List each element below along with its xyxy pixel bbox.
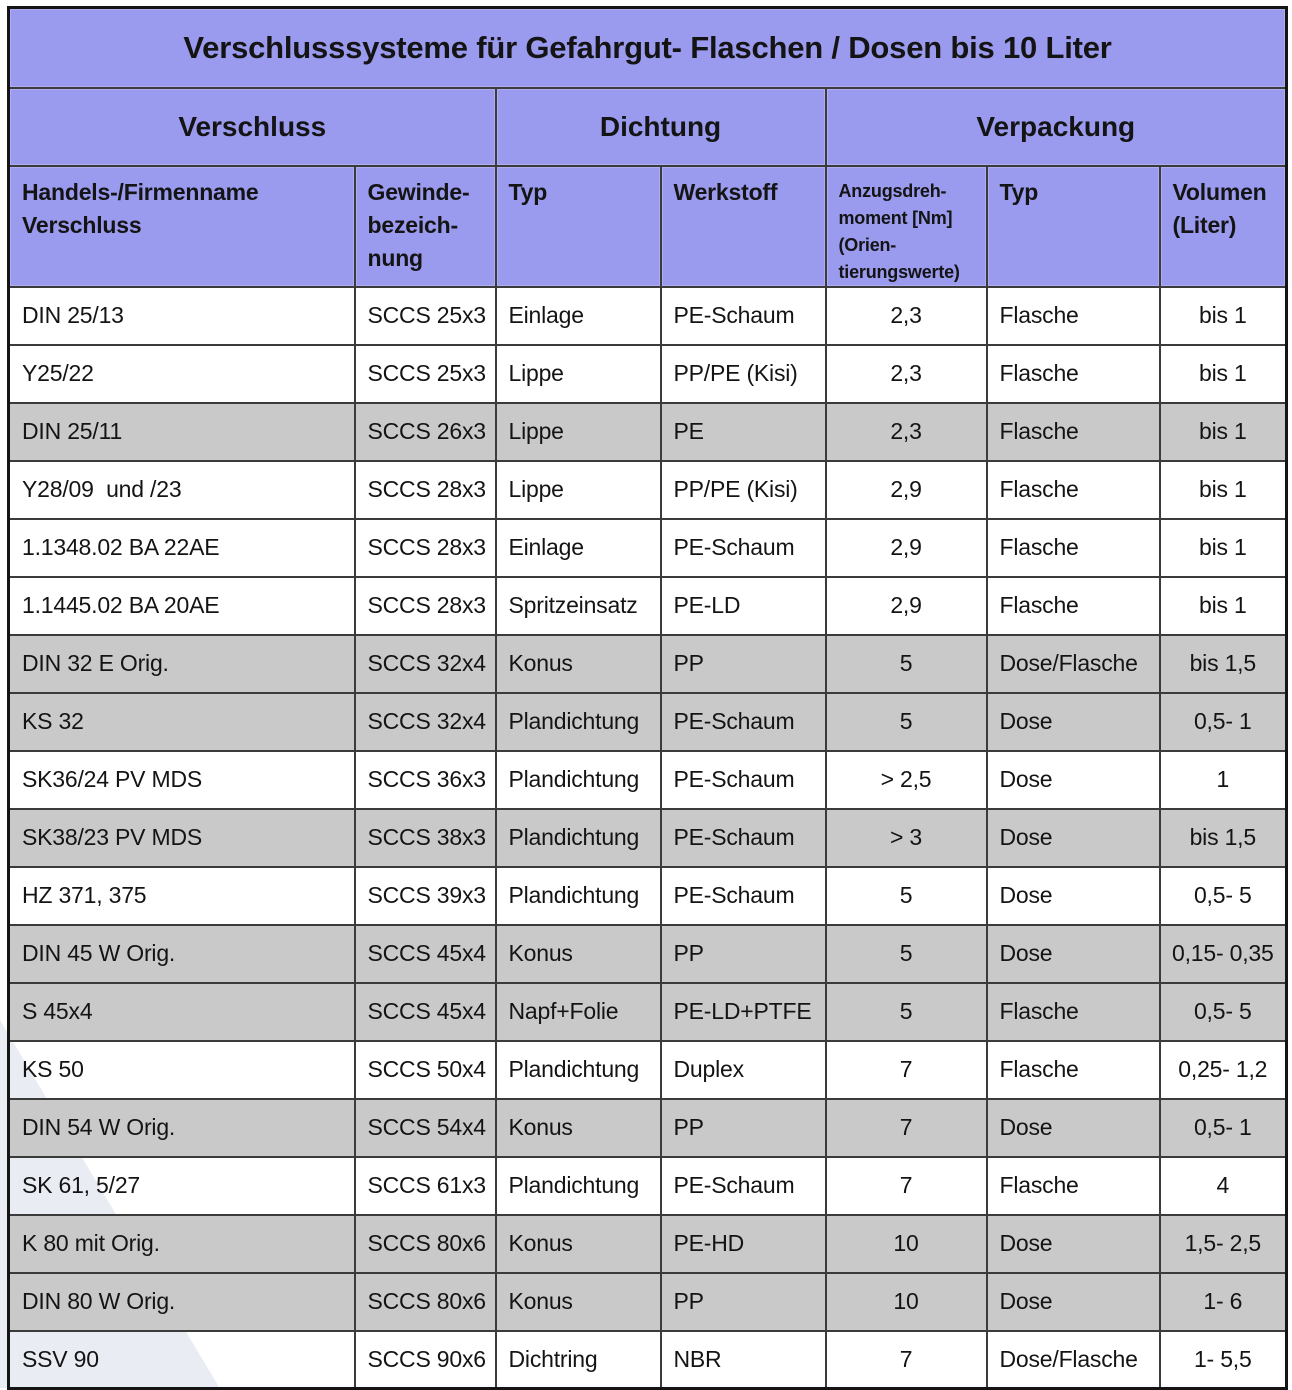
cell-volumen: bis 1	[1160, 345, 1287, 403]
cell-dichtung-typ: Konus	[496, 635, 661, 693]
cell-volumen: bis 1,5	[1160, 809, 1287, 867]
cell-handelsname: 1.1445.02 BA 20AE	[9, 577, 355, 635]
table-row	[9, 403, 1287, 461]
cell-anzugsdrehmoment: > 3	[826, 809, 987, 867]
closure-systems-table	[7, 6, 1288, 1390]
group-header-verschluss: Verschluss	[9, 88, 496, 166]
cell-dichtung-typ: Plandichtung	[496, 751, 661, 809]
cell-handelsname: HZ 371, 375	[9, 867, 355, 925]
table-row	[9, 751, 1287, 809]
cell-gewinde: SCCS 25x3	[355, 345, 496, 403]
table-row	[9, 809, 1287, 867]
table-row	[9, 867, 1287, 925]
cell-volumen: 1- 5,5	[1160, 1331, 1287, 1389]
cell-verpackung-typ: Dose	[987, 1215, 1160, 1273]
column-header-dichtung-typ: Typ	[496, 166, 661, 287]
cell-dichtung-typ: Spritzeinsatz	[496, 577, 661, 635]
cell-anzugsdrehmoment: 10	[826, 1273, 987, 1331]
cell-gewinde: SCCS 38x3	[355, 809, 496, 867]
cell-handelsname: DIN 32 E Orig.	[9, 635, 355, 693]
title-row	[9, 8, 1287, 88]
cell-verpackung-typ: Flasche	[987, 287, 1160, 345]
cell-anzugsdrehmoment: 5	[826, 693, 987, 751]
cell-volumen: bis 1	[1160, 403, 1287, 461]
cell-volumen: bis 1	[1160, 287, 1287, 345]
cell-verpackung-typ: Dose	[987, 867, 1160, 925]
cell-verpackung-typ: Flasche	[987, 577, 1160, 635]
column-header-werkstoff: Werkstoff	[661, 166, 826, 287]
cell-gewinde: SCCS 25x3	[355, 287, 496, 345]
cell-werkstoff: PP/PE (Kisi)	[661, 461, 826, 519]
cell-gewinde: SCCS 80x6	[355, 1273, 496, 1331]
cell-handelsname: DIN 25/11	[9, 403, 355, 461]
cell-volumen: 4	[1160, 1157, 1287, 1215]
cell-dichtung-typ: Konus	[496, 1273, 661, 1331]
cell-werkstoff: PE-HD	[661, 1215, 826, 1273]
group-header-dichtung: Dichtung	[496, 88, 826, 166]
cell-anzugsdrehmoment: 5	[826, 867, 987, 925]
cell-handelsname: SK38/23 PV MDS	[9, 809, 355, 867]
page-title: Verschlusssysteme für Gefahrgut- Flaschen / Dosen bis 10 Liter	[9, 8, 1287, 88]
table-body	[9, 287, 1287, 1389]
table-row	[9, 461, 1287, 519]
group-header-row	[9, 88, 1287, 166]
column-header-handelsname: Handels-/Firmenname Verschluss	[9, 166, 355, 287]
cell-anzugsdrehmoment: 2,3	[826, 345, 987, 403]
cell-volumen: 0,25- 1,2	[1160, 1041, 1287, 1099]
cell-dichtung-typ: Einlage	[496, 519, 661, 577]
cell-werkstoff: PP	[661, 635, 826, 693]
cell-gewinde: SCCS 90x6	[355, 1331, 496, 1389]
cell-werkstoff: PP	[661, 925, 826, 983]
cell-werkstoff: Duplex	[661, 1041, 826, 1099]
cell-verpackung-typ: Dose	[987, 809, 1160, 867]
cell-anzugsdrehmoment: 10	[826, 1215, 987, 1273]
cell-handelsname: K 80 mit Orig.	[9, 1215, 355, 1273]
cell-anzugsdrehmoment: 5	[826, 925, 987, 983]
column-header-row	[9, 166, 1287, 287]
column-header-anzugsdrehmoment: Anzugsdreh- moment [Nm] (Orien- tierungswerte)	[826, 166, 987, 287]
cell-verpackung-typ: Dose	[987, 1273, 1160, 1331]
cell-dichtung-typ: Dichtring	[496, 1331, 661, 1389]
cell-anzugsdrehmoment: 7	[826, 1041, 987, 1099]
cell-dichtung-typ: Plandichtung	[496, 867, 661, 925]
table-row	[9, 1157, 1287, 1215]
cell-anzugsdrehmoment: 5	[826, 983, 987, 1041]
table-row	[9, 1331, 1287, 1389]
cell-verpackung-typ: Dose/Flasche	[987, 635, 1160, 693]
cell-handelsname: SSV 90	[9, 1331, 355, 1389]
cell-volumen: 1- 6	[1160, 1273, 1287, 1331]
cell-anzugsdrehmoment: > 2,5	[826, 751, 987, 809]
cell-werkstoff: PE-LD+PTFE	[661, 983, 826, 1041]
cell-verpackung-typ: Dose	[987, 751, 1160, 809]
cell-anzugsdrehmoment: 7	[826, 1331, 987, 1389]
table-row	[9, 693, 1287, 751]
table-row	[9, 983, 1287, 1041]
cell-anzugsdrehmoment: 2,9	[826, 577, 987, 635]
cell-handelsname: 1.1348.02 BA 22AE	[9, 519, 355, 577]
cell-verpackung-typ: Flasche	[987, 1157, 1160, 1215]
cell-dichtung-typ: Konus	[496, 925, 661, 983]
cell-gewinde: SCCS 26x3	[355, 403, 496, 461]
column-header-verpackung-typ: Typ	[987, 166, 1160, 287]
cell-verpackung-typ: Flasche	[987, 461, 1160, 519]
cell-anzugsdrehmoment: 2,9	[826, 461, 987, 519]
cell-dichtung-typ: Konus	[496, 1099, 661, 1157]
cell-gewinde: SCCS 28x3	[355, 519, 496, 577]
cell-volumen: bis 1	[1160, 461, 1287, 519]
cell-verpackung-typ: Dose	[987, 1099, 1160, 1157]
cell-gewinde: SCCS 80x6	[355, 1215, 496, 1273]
cell-volumen: 1	[1160, 751, 1287, 809]
cell-gewinde: SCCS 28x3	[355, 461, 496, 519]
cell-volumen: 0,5- 1	[1160, 1099, 1287, 1157]
cell-verpackung-typ: Flasche	[987, 345, 1160, 403]
group-header-verpackung: Verpackung	[826, 88, 1287, 166]
cell-anzugsdrehmoment: 2,3	[826, 287, 987, 345]
cell-anzugsdrehmoment: 5	[826, 635, 987, 693]
column-header-gewinde: Gewinde- bezeich- nung	[355, 166, 496, 287]
cell-dichtung-typ: Plandichtung	[496, 809, 661, 867]
cell-volumen: 0,5- 1	[1160, 693, 1287, 751]
cell-handelsname: DIN 54 W Orig.	[9, 1099, 355, 1157]
cell-gewinde: SCCS 32x4	[355, 635, 496, 693]
cell-gewinde: SCCS 36x3	[355, 751, 496, 809]
cell-handelsname: KS 50	[9, 1041, 355, 1099]
table-row	[9, 577, 1287, 635]
cell-werkstoff: PE	[661, 403, 826, 461]
cell-verpackung-typ: Dose/Flasche	[987, 1331, 1160, 1389]
cell-handelsname: DIN 80 W Orig.	[9, 1273, 355, 1331]
cell-handelsname: Y25/22	[9, 345, 355, 403]
table-row	[9, 1273, 1287, 1331]
cell-anzugsdrehmoment: 2,3	[826, 403, 987, 461]
cell-handelsname: SK36/24 PV MDS	[9, 751, 355, 809]
cell-gewinde: SCCS 50x4	[355, 1041, 496, 1099]
cell-werkstoff: PE-Schaum	[661, 809, 826, 867]
cell-dichtung-typ: Plandichtung	[496, 1157, 661, 1215]
cell-volumen: 1,5- 2,5	[1160, 1215, 1287, 1273]
cell-werkstoff: PE-LD	[661, 577, 826, 635]
table-row	[9, 519, 1287, 577]
cell-werkstoff: PE-Schaum	[661, 519, 826, 577]
cell-gewinde: SCCS 45x4	[355, 983, 496, 1041]
cell-handelsname: DIN 45 W Orig.	[9, 925, 355, 983]
cell-gewinde: SCCS 61x3	[355, 1157, 496, 1215]
cell-dichtung-typ: Plandichtung	[496, 1041, 661, 1099]
cell-werkstoff: PE-Schaum	[661, 867, 826, 925]
table-row	[9, 1041, 1287, 1099]
cell-handelsname: KS 32	[9, 693, 355, 751]
cell-volumen: bis 1	[1160, 519, 1287, 577]
table-row	[9, 1099, 1287, 1157]
cell-volumen: 0,15- 0,35	[1160, 925, 1287, 983]
cell-handelsname: DIN 25/13	[9, 287, 355, 345]
cell-werkstoff: PP	[661, 1099, 826, 1157]
cell-anzugsdrehmoment: 7	[826, 1099, 987, 1157]
cell-verpackung-typ: Flasche	[987, 519, 1160, 577]
cell-handelsname: SK 61, 5/27	[9, 1157, 355, 1215]
cell-dichtung-typ: Konus	[496, 1215, 661, 1273]
cell-dichtung-typ: Napf+Folie	[496, 983, 661, 1041]
table-row	[9, 925, 1287, 983]
table-row	[9, 1215, 1287, 1273]
cell-volumen: 0,5- 5	[1160, 867, 1287, 925]
table-row	[9, 345, 1287, 403]
cell-handelsname: Y28/09 und /23	[9, 461, 355, 519]
cell-volumen: 0,5- 5	[1160, 983, 1287, 1041]
cell-verpackung-typ: Flasche	[987, 983, 1160, 1041]
cell-anzugsdrehmoment: 7	[826, 1157, 987, 1215]
cell-werkstoff: PP/PE (Kisi)	[661, 345, 826, 403]
table-row	[9, 287, 1287, 345]
cell-dichtung-typ: Lippe	[496, 403, 661, 461]
cell-werkstoff: PP	[661, 1273, 826, 1331]
cell-werkstoff: NBR	[661, 1331, 826, 1389]
cell-dichtung-typ: Plandichtung	[496, 693, 661, 751]
cell-verpackung-typ: Flasche	[987, 1041, 1160, 1099]
cell-gewinde: SCCS 39x3	[355, 867, 496, 925]
cell-werkstoff: PE-Schaum	[661, 1157, 826, 1215]
cell-anzugsdrehmoment: 2,9	[826, 519, 987, 577]
table-row	[9, 635, 1287, 693]
cell-werkstoff: PE-Schaum	[661, 693, 826, 751]
cell-dichtung-typ: Lippe	[496, 345, 661, 403]
cell-werkstoff: PE-Schaum	[661, 287, 826, 345]
cell-handelsname: S 45x4	[9, 983, 355, 1041]
cell-volumen: bis 1,5	[1160, 635, 1287, 693]
cell-verpackung-typ: Dose	[987, 693, 1160, 751]
cell-dichtung-typ: Lippe	[496, 461, 661, 519]
cell-gewinde: SCCS 54x4	[355, 1099, 496, 1157]
column-header-volumen: Volumen (Liter)	[1160, 166, 1287, 287]
cell-dichtung-typ: Einlage	[496, 287, 661, 345]
cell-gewinde: SCCS 28x3	[355, 577, 496, 635]
cell-verpackung-typ: Flasche	[987, 403, 1160, 461]
cell-gewinde: SCCS 32x4	[355, 693, 496, 751]
cell-verpackung-typ: Dose	[987, 925, 1160, 983]
cell-werkstoff: PE-Schaum	[661, 751, 826, 809]
cell-volumen: bis 1	[1160, 577, 1287, 635]
cell-gewinde: SCCS 45x4	[355, 925, 496, 983]
